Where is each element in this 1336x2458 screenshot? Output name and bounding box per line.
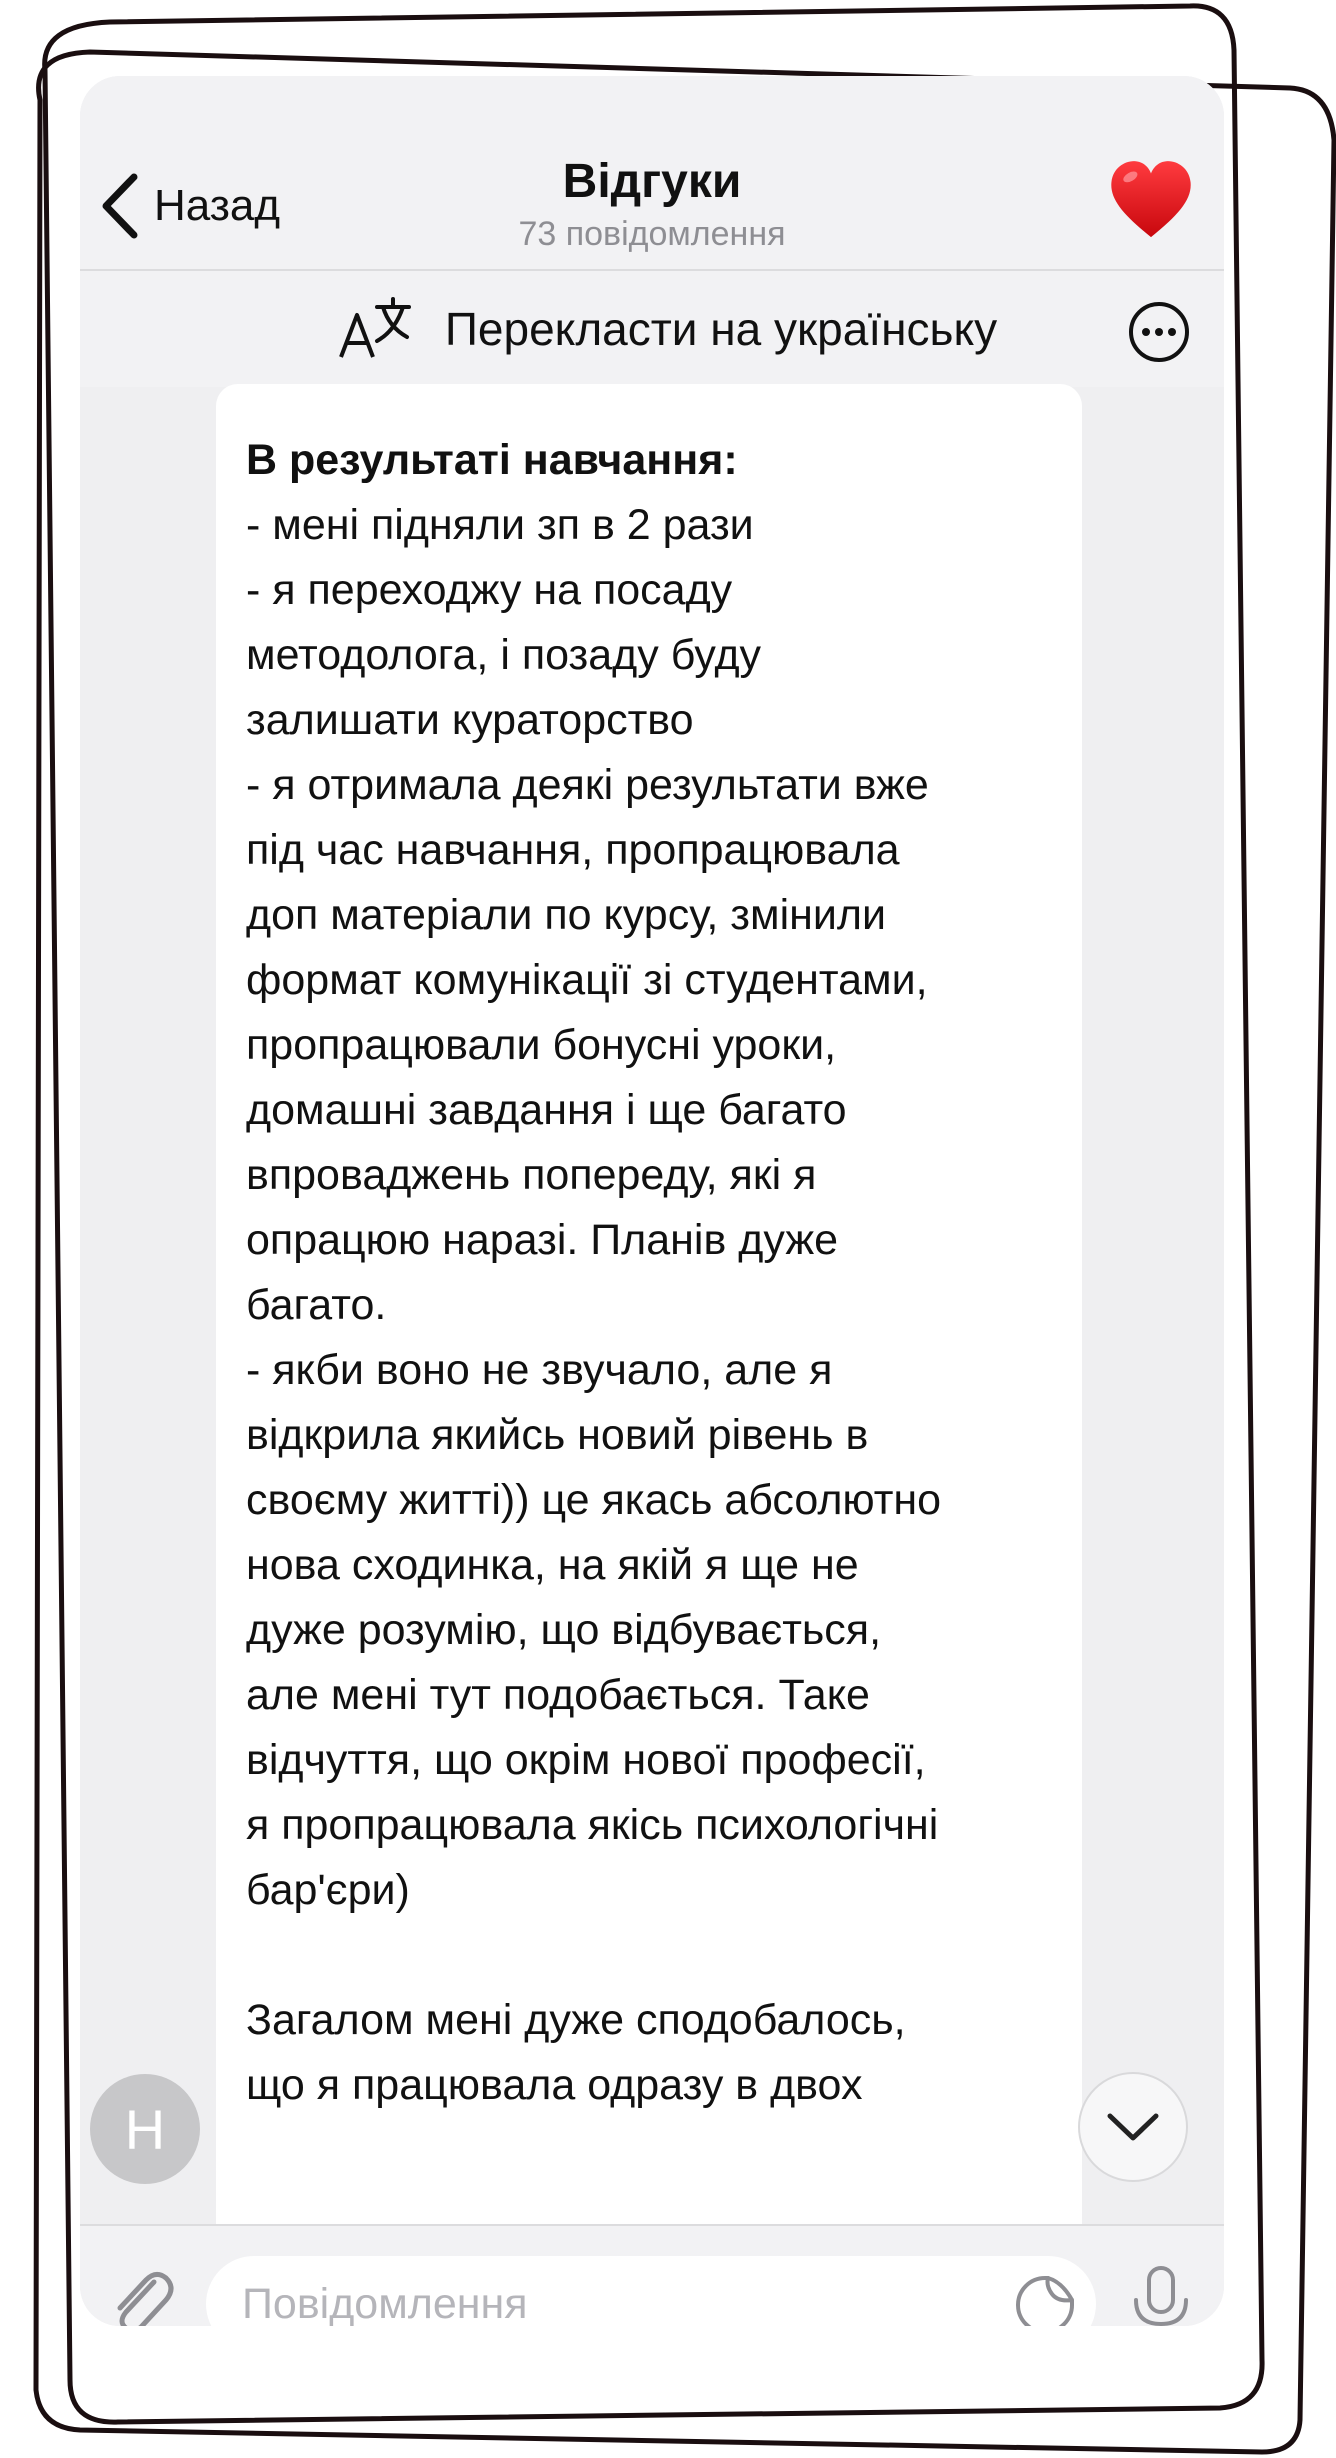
message-input[interactable] [240, 2279, 964, 2327]
scroll-down-button[interactable] [1078, 2072, 1188, 2182]
chevron-down-icon [1106, 2112, 1160, 2142]
message-input-wrapper[interactable] [206, 2256, 1096, 2326]
page-title: Відгуки [562, 155, 742, 208]
more-options-icon[interactable] [1128, 301, 1190, 363]
chat-header [80, 76, 1224, 271]
microphone-icon[interactable] [1128, 2264, 1194, 2326]
message-bubble[interactable] [216, 384, 1082, 2284]
message-heading: В результаті навчання: [246, 436, 738, 484]
phone-screen [80, 76, 1224, 2326]
translate-icon [337, 297, 413, 361]
paperclip-icon[interactable] [104, 2266, 180, 2326]
translate-bar[interactable] [80, 271, 1224, 387]
back-label: Назад [154, 181, 281, 230]
message-composer [80, 2224, 1224, 2326]
message-count: 73 повідомлення [518, 215, 786, 253]
message-body: - мені підняли зп в 2 рази - я переходжу на посаду методолога, і позаду буду залишати кураторство - я отримала деякі результати вже під час навчання, пропрацювала доп матеріали по курсу, змінили формат комунікації зі студентами, пропрацювали бонусні уроки, домашні завдання і ще багато впроваджень попереду, які я опрацюю наразі. Планів дуже багато. - якби воно не звучало, але я відкрила якийсь новий рівень в своєму житті)) це якась абсолютно нова сходинка, на якій я ще не дуже розумію, що відбувається, але мені тут подобається. Таке відчуття, що окрім нової професії, я пропрацювала якісь психологічні бар'єри) Загалом мені дуже сподобалось, що я працювала одразу в двох [246, 501, 942, 2109]
heart-icon[interactable] [1108, 158, 1194, 244]
avatar-initial: Н [124, 2097, 166, 2161]
chat-title-block[interactable] [80, 154, 1224, 254]
message-text [216, 384, 1082, 2118]
sticker-icon[interactable] [1014, 2274, 1076, 2326]
avatar[interactable] [90, 2074, 200, 2184]
translate-label: Перекласти на українську [444, 303, 998, 355]
